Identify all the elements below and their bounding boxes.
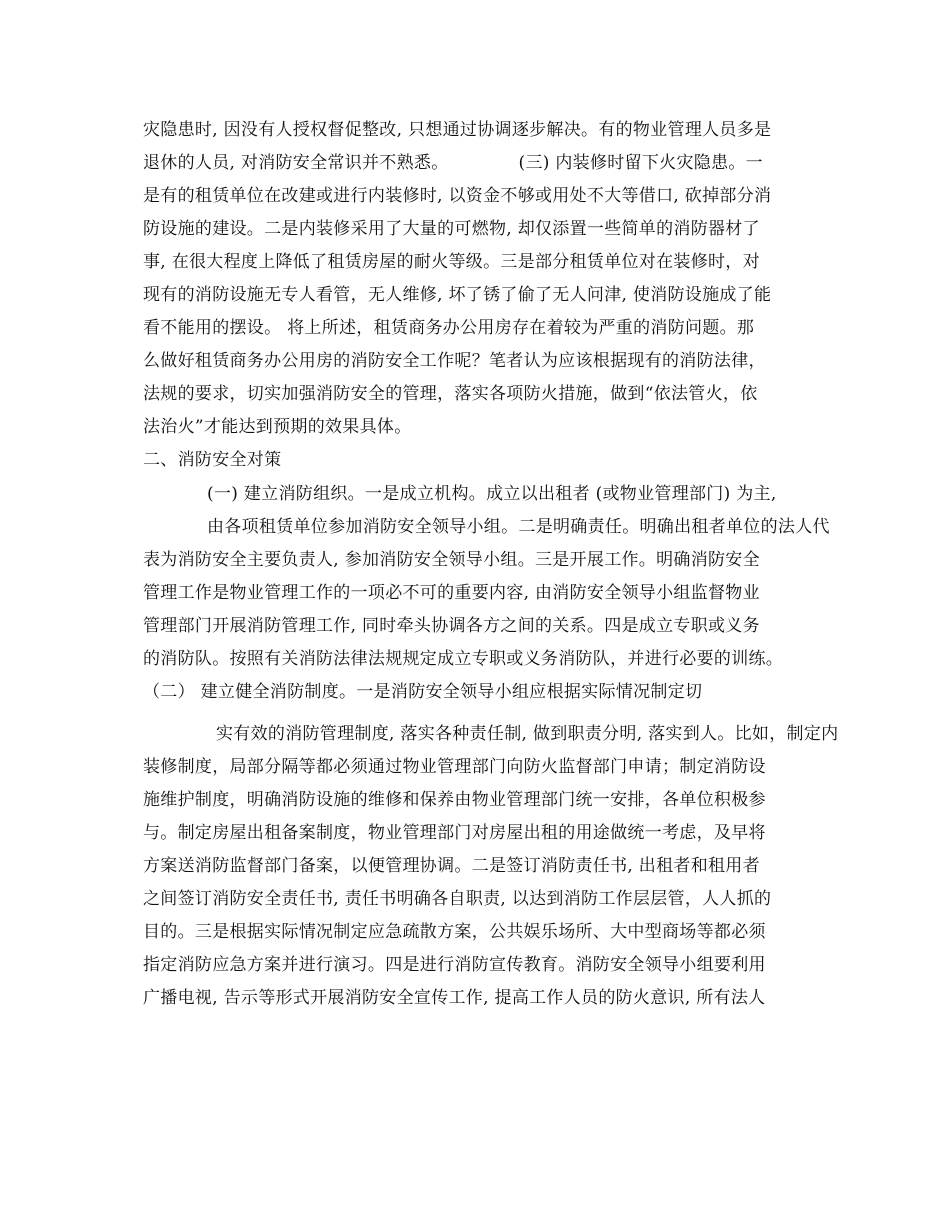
text-segment: 退休的人员, 对消防安全常识并不熟悉。	[143, 153, 449, 173]
text-line: 管理工作是物业管理工作的一项必不可的重要内容, 由消防安全领导小组监督物业	[143, 583, 760, 603]
text-line: 方案送消防监督部门备案，以便管理协调。二是签订消防责任书, 出租者和租用者	[143, 856, 760, 876]
text-line: 的消防队。按照有关消防法律法规规定成立专职或义务消防队，并进行必要的训练。	[143, 649, 784, 669]
text-line	[143, 151, 823, 175]
text-line: 指定消防应急方案并进行演习。四是进行消防宣传教育。消防安全领导小组要利用	[143, 955, 766, 975]
text-line: 管理部门开展消防管理工作, 同时牵头协调各方之间的关系。四是成立专职或义务	[143, 616, 760, 636]
text-segment: (三) 内装修时留下火灾隐患。一	[518, 153, 763, 173]
text-line: 事, 在很大程度上降低了租赁房屋的耐火等级。三是部分租赁单位对在装修时，对	[143, 252, 760, 272]
text-line: 与。制定房屋出租备案制度，物业管理部门对房屋出租的用途做统一考虑，及早将	[143, 823, 766, 843]
text-line: 实有效的消防管理制度, 落实各种责任制, 做到职责分明, 落实到人。比如，制定内	[216, 724, 839, 744]
text-line: 之间签订消防安全责任书, 责任书明确各自职责, 以达到消防工作层层管，人人抓的	[143, 889, 772, 909]
text-line: 广播电视, 告示等形式开展消防安全宣传工作, 提高工作人员的防火意识, 所有法人	[143, 988, 766, 1008]
text-line: 由各项租赁单位参加消防安全领导小组。二是明确责任。明确出租者单位的法人代	[207, 517, 830, 537]
text-line: 施维护制度，明确消防设施的维修和保养由物业管理部门统一安排，各单位积极参	[143, 790, 766, 810]
section-heading: (一) 建立消防组织。一是成立机构。成立以出租者 (或物业管理部门) 为主,	[207, 484, 777, 504]
text-line: 装修制度，局部分隔等都必须通过物业管理部门向防火监督部门申请；制定消防设	[143, 757, 766, 777]
text-line: 法治火”才能达到预期的效果具体。	[143, 417, 412, 437]
text-line: 法规的要求，切实加强消防安全的管理，落实各项防火措施，做到“依法管火，依	[143, 384, 758, 404]
text-line: 灾隐患时, 因没有人授权督促整改, 只想通过协调逐步解决。有的物业管理人员多是	[143, 120, 772, 140]
text-line: 目的。三是根据实际情况制定应急疏散方案，公共娱乐场所、大中型商场等都必须	[143, 922, 766, 942]
text-line: 是有的租赁单位在改建或进行内装修时, 以资金不够或用处不大等借口, 砍掉部分消	[143, 186, 772, 206]
text-line: 表为消防安全主要负责人, 参加消防安全领导小组。三是开展工作。明确消防安全	[143, 550, 760, 570]
text-line: （二） 建立健全消防制度。一是消防安全领导小组应根据实际情况制定切	[143, 682, 703, 702]
text-line: 看不能用的摆设。 将上所述，租赁商务办公用房存在着较为严重的消防问题。那	[143, 318, 755, 338]
text-line: 二、消防安全对策	[143, 450, 282, 470]
text-line: 现有的消防设施无专人看管，无人维修, 坏了锈了偷了无人问津, 使消防设施成了能	[143, 285, 772, 305]
text-line: 么做好租赁商务办公用房的消防安全工作呢？笔者认为应该根据现有的消防法律，	[143, 351, 766, 371]
text-line: 防设施的建设。二是内装修采用了大量的可燃物, 却仅添置一些简单的消防器材了	[143, 219, 760, 239]
